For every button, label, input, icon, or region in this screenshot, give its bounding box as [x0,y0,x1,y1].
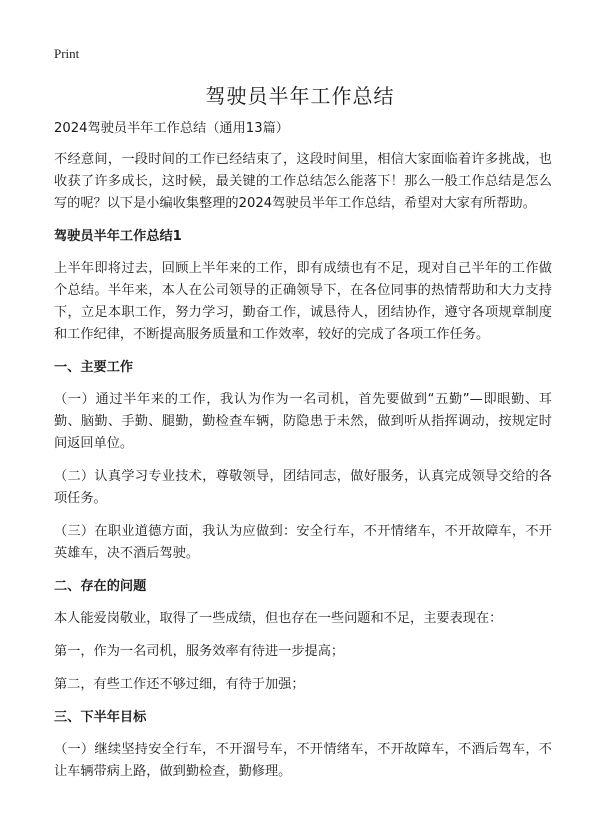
article-subtitle: 2024驾驶员半年工作总结（通用13篇） [54,121,289,136]
intro-paragraph: 不经意间，一段时间的工作已经结束了，这段时间里，相信大家面临着许多挑战，也收获了许多成长，这时候，最关键的工作总结怎么能落下！那么一般工作总结是怎么写的呢？以下是小编收集整理的2024驾驶员半年工作总结，希望对大家有所帮助。 [54,152,552,211]
section-heading: 驾驶员半年工作总结1 [54,229,182,244]
problem-item-2: 第二，有些工作还不够过细，有待于加强； [54,677,305,692]
article-body [54,118,552,794]
main-work-heading: 一、主要工作 [54,360,134,375]
problems-intro: 本人能爱岗敬业，取得了一些成绩，但也存在一些问题和不足，主要表现在： [54,611,503,626]
goal-item-1: （一）继续坚持安全行车，不开溜号车，不开情绪车，不开故障车，不酒后驾车，不让车辆带病上路，做到勤检查，勤修理。 [54,742,552,779]
goals-heading: 三、下半年目标 [54,710,147,725]
work-item-2: （二）认真学习专业技术，尊敬领导，团结同志，做好服务，认真完成领导交给的各项任务。 [54,469,552,506]
work-item-1: （一）通过半年来的工作，我认为作为一名司机，首先要做到“五勤”—即眼勤、耳勤、脑勤、手勤、腿勤，勤检查车辆，防隐患于未然，做到听从指挥调动，按规定时间返回单位。 [54,392,552,451]
page-title: 驾驶员半年工作总结 [205,84,395,108]
work-item-3: （三）在职业道德方面，我认为应做到：安全行车，不开情绪车，不开故障车，不开英雄车，决不酒后驾驶。 [54,524,552,561]
print-link[interactable]: Print [54,46,80,61]
problem-item-1: 第一，作为一名司机，服务效率有待进一步提高； [54,644,345,659]
summary-paragraph: 上半年即将过去，回顾上半年来的工作，即有成绩也有不足，现对自己半年的工作做个总结。半年来，本人在公司领导的正确领导下，在各位同事的热情帮助和大力支持下，立足本职工作，努力学习，勤奋工作，诚恳待人，团结协作，遵守各项规章制度和工作纪律，不断提高服务质量和工作效率，较好的完成了各项工作任务。 [54,261,552,342]
problems-heading: 二、存在的问题 [54,579,147,594]
